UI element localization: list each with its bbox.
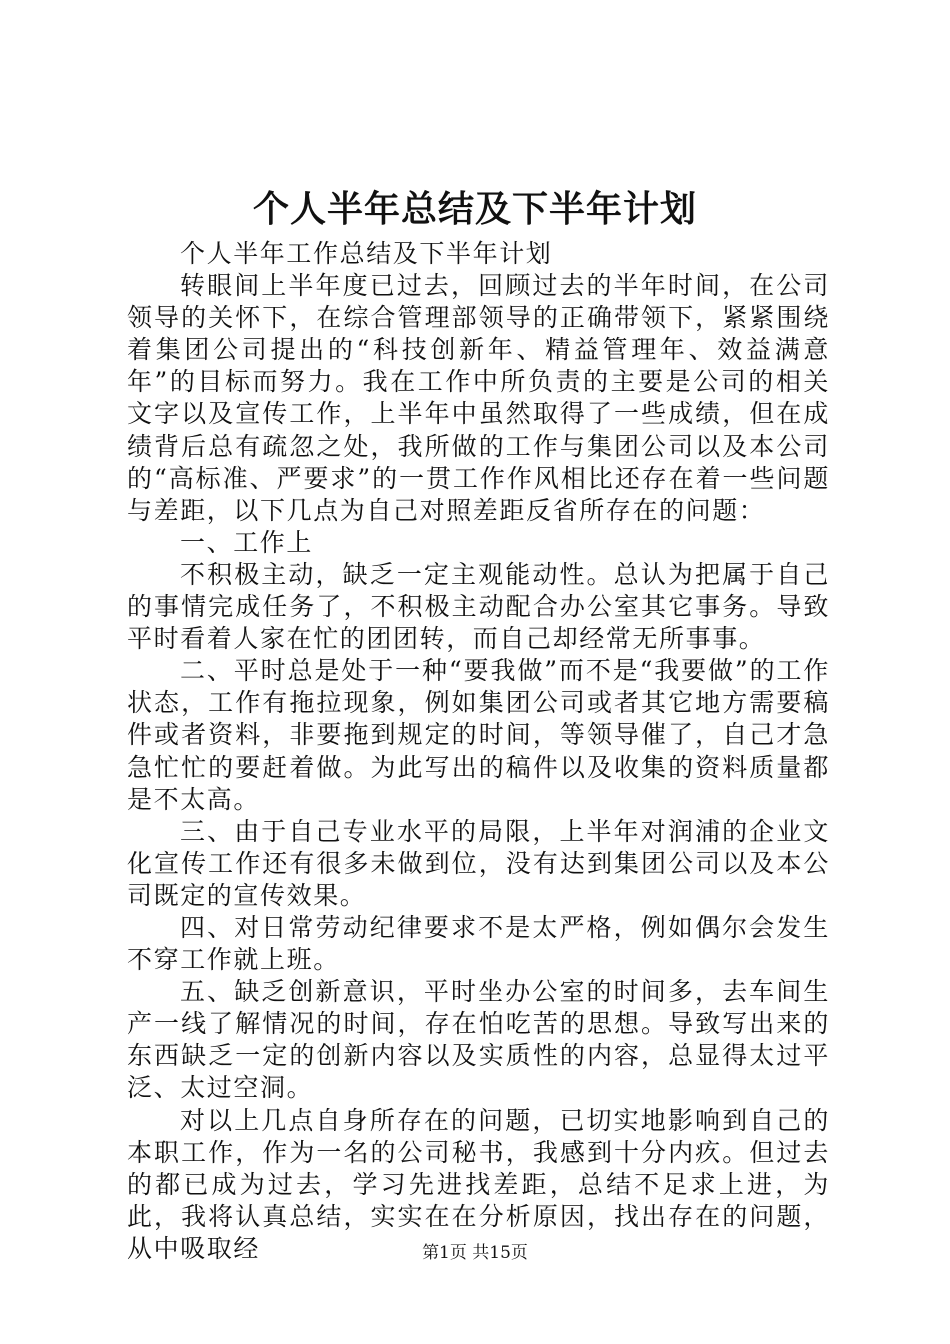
body-paragraph: 一、工作上 bbox=[180, 527, 314, 557]
page-number-footer: 第1页 共15页 bbox=[422, 1243, 528, 1263]
body-paragraph: 五、缺乏创新意识，平时坐办公室的时间多，去车间生产一线了解情况的时间，存在怕吃苦的思想。导致写出来的东西缺乏一定的创新内容以及实质性的内容，总显得太过平泛、太过空洞。 bbox=[127, 977, 830, 1103]
body-paragraph: 转眼间上半年度已过去，回顾过去的半年时间，在公司领导的关怀下，在综合管理部领导的正确带领下，紧紧围绕着集团公司提出的“科技创新年、精益管理年、效益满意年”的目标而努力。我在工作中所负责的主要是公司的相关文字以及宣传工作，上半年中虽然取得了一些成绩，但在成绩背后总有疏忽之处，我所做的工作与集团公司以及本公司的“高标准、严要求”的一贯工作作风相比还存在着一些问题与差距，以下几点为自己对照差距反省所存在的问题： bbox=[127, 271, 830, 525]
body-paragraph: 四、对日常劳动纪律要求不是太严格，例如偶尔会发生不穿工作就上班。 bbox=[127, 912, 830, 975]
body-paragraph: 三、由于自己专业水平的局限，上半年对润浦的企业文化宣传工作还有很多未做到位，没有达到集团公司以及本公司既定的宣传效果。 bbox=[127, 816, 830, 910]
body-paragraph: 不积极主动，缺乏一定主观能动性。总认为把属于自己的事情完成任务了，不积极主动配合办公室其它事务。导致平时看着人家在忙的团团转，而自己却经常无所事事。 bbox=[127, 559, 830, 654]
body-paragraph: 对以上几点自身所存在的问题，已切实地影响到自己的本职工作，作为一名的公司秘书，我感到十分内疚。但过去的都已成为过去，学习先进找差距，总结不足求上进，为此，我将认真总结，实实在在分析原因，找出存在的问题，从中吸取经 bbox=[127, 1105, 830, 1263]
subtitle-paragraph: 个人半年工作总结及下半年计划 bbox=[180, 239, 553, 268]
document-title: 个人半年总结及下半年计划 bbox=[252, 188, 697, 230]
body-paragraph: 二、平时总是处于一种“要我做”而不是“我要做”的工作状态，工作有拖拉现象，例如集团公司或者其它地方需要稿件或者资料，非要拖到规定的时间，等领导催了，自己才急急忙忙的要赶着做。为此写出的稿件以及收集的资料质量都是不太高。 bbox=[127, 656, 830, 814]
document-body bbox=[127, 238, 830, 1265]
